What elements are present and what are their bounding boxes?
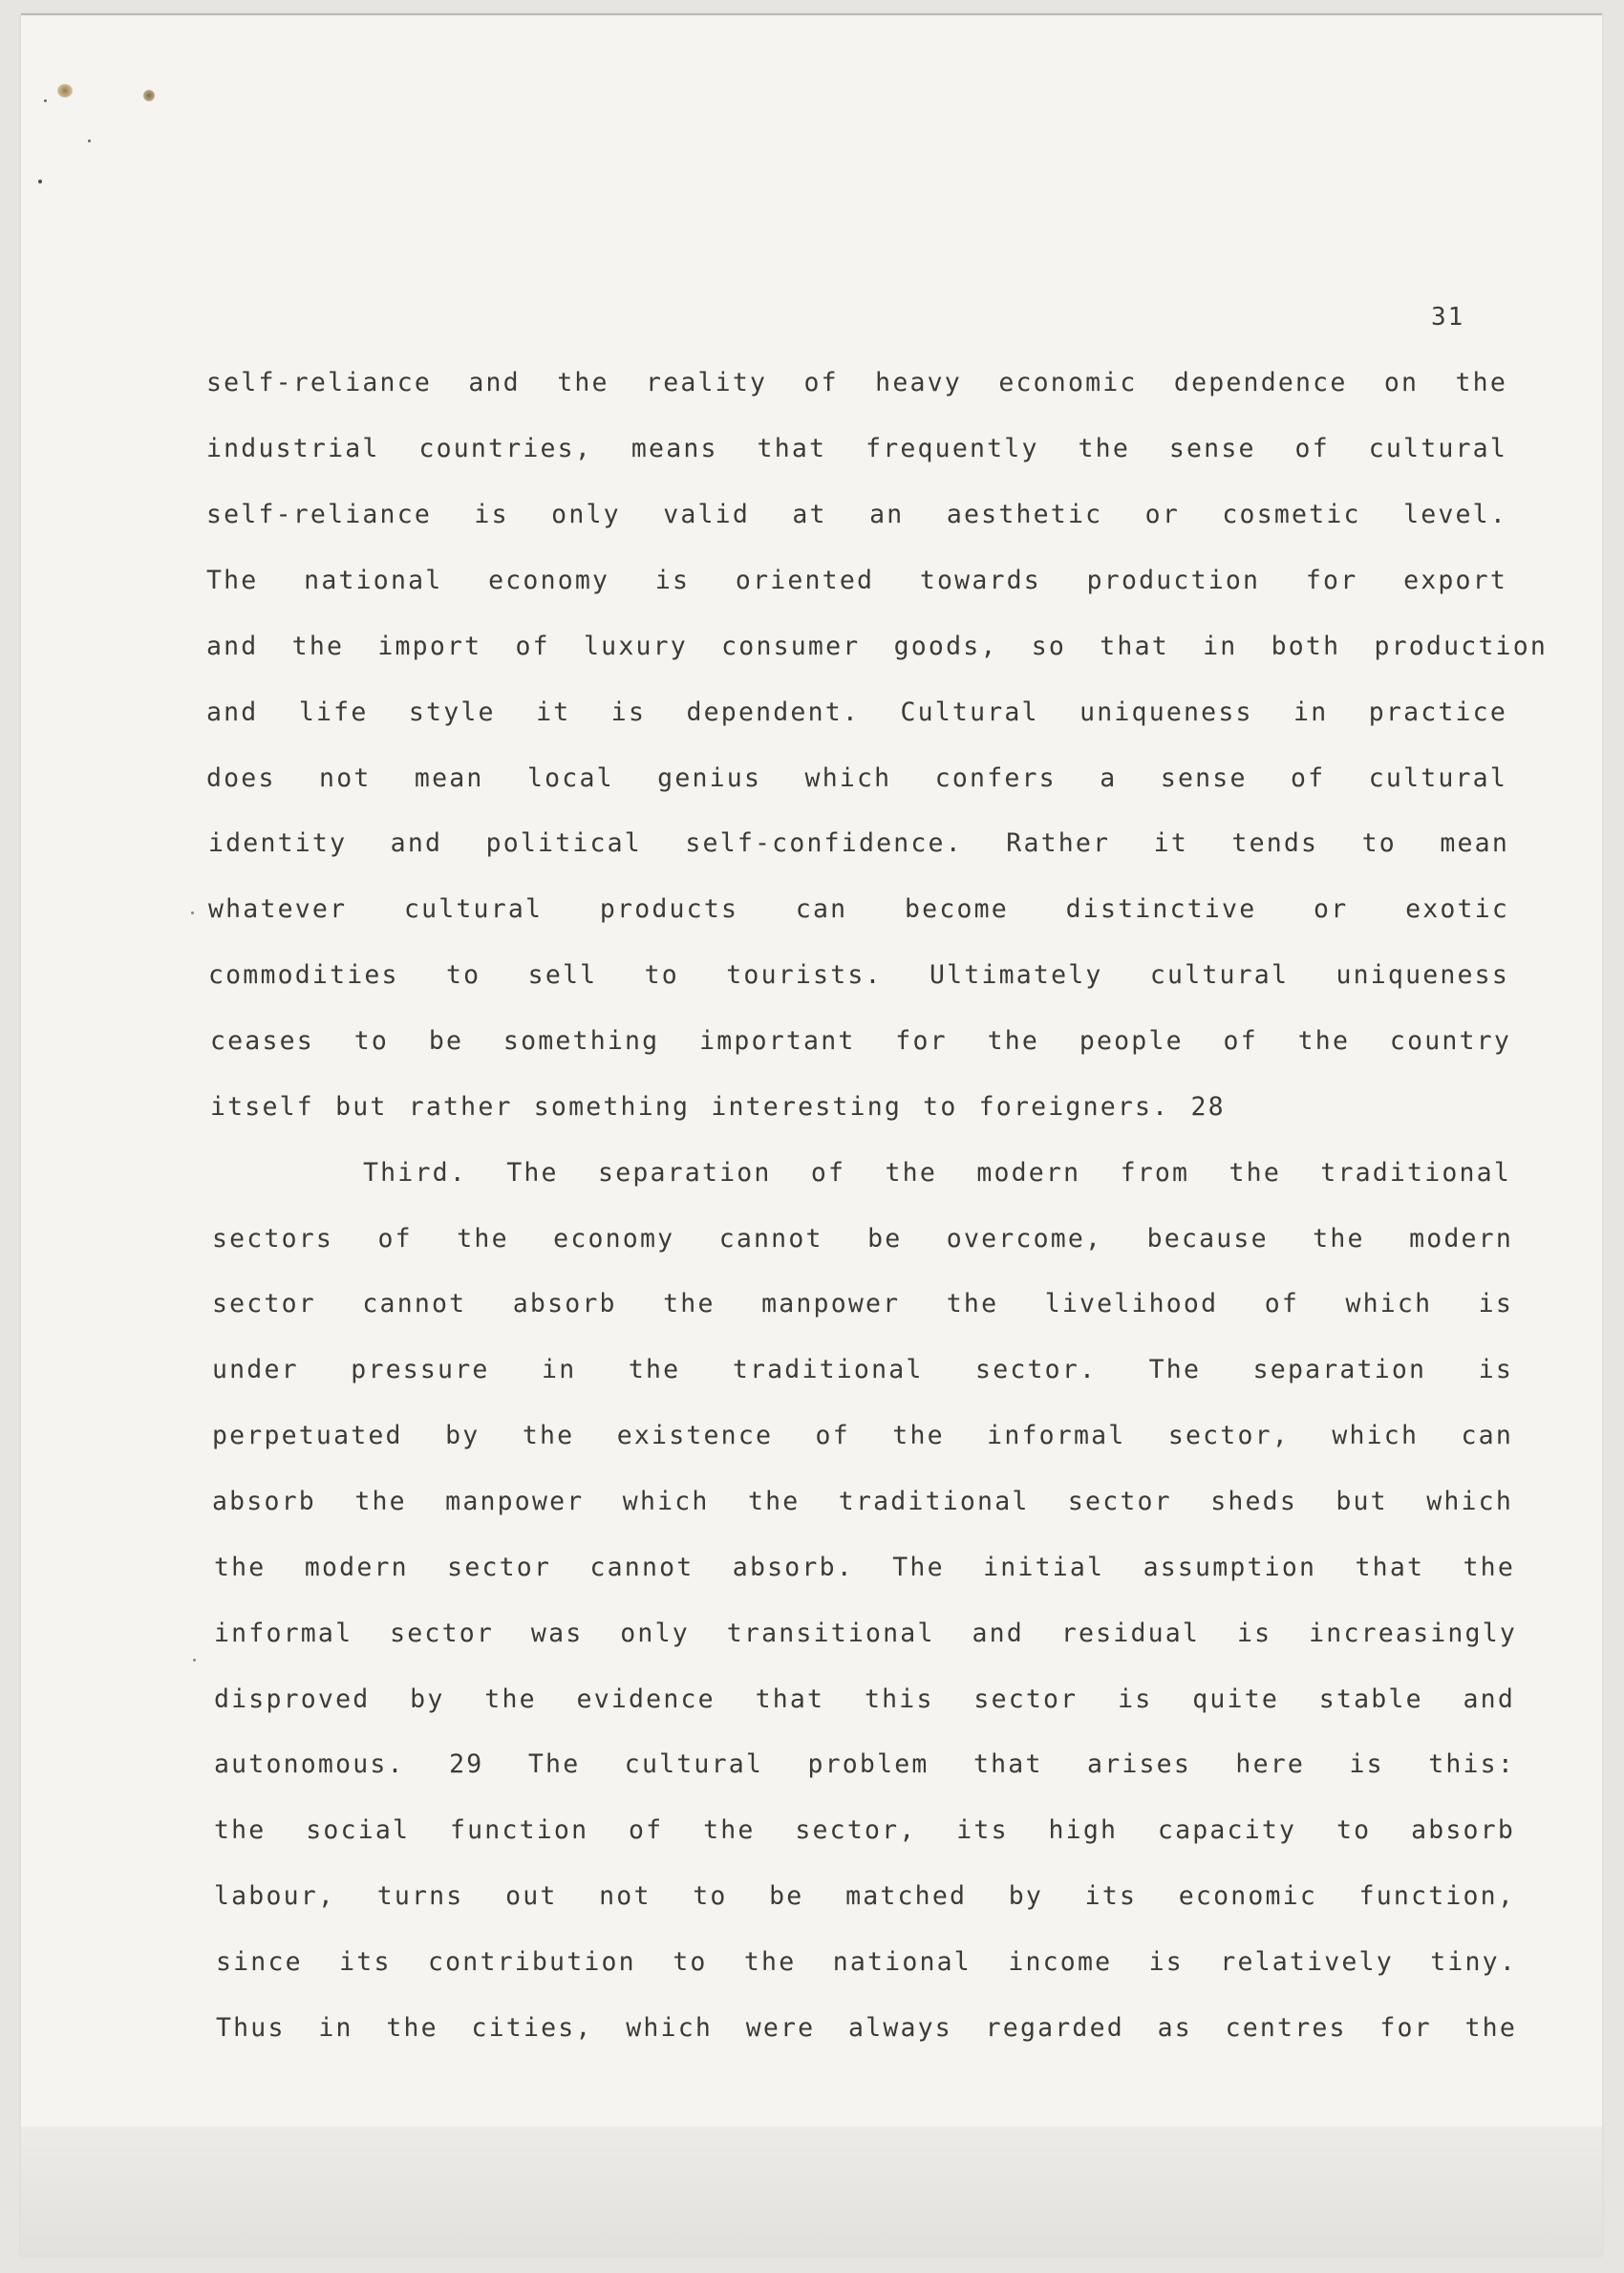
- text-line: the modern sector cannot absorb. The initial assumption that the: [214, 1553, 1515, 1582]
- text-line: self-reliance and the reality of heavy economic dependence on the: [206, 368, 1507, 397]
- text-line: The national economy is oriented towards production for export: [206, 566, 1507, 595]
- paragraph-start: Third. The separation of the modern from the traditional: [363, 1158, 1511, 1188]
- dust-speck: [191, 911, 194, 914]
- text-line: disproved by the evidence that this sector is quite stable and: [214, 1684, 1515, 1714]
- text-line: and the import of luxury consumer goods, so that in both production: [206, 632, 1548, 661]
- page-number: 31: [1431, 303, 1465, 332]
- text-line: self-reliance is only valid at an aesthetic or cosmetic level.: [206, 500, 1507, 529]
- text-line: perpetuated by the existence of the informal sector, which can: [212, 1421, 1513, 1450]
- text-line: absorb the manpower which the traditional sector sheds but which: [212, 1487, 1513, 1516]
- text-line: since its contribution to the national income is relatively tiny.: [216, 1947, 1517, 1977]
- scanned-page: [21, 13, 1602, 2256]
- dust-speck: [88, 139, 91, 142]
- foxing-stain: [143, 90, 155, 101]
- foxing-stain: [57, 84, 73, 97]
- text-line: sectors of the economy cannot be overcome, because the modern: [212, 1224, 1513, 1254]
- text-line: labour, turns out not to be matched by its economic function,: [214, 1881, 1515, 1911]
- text-line: industrial countries, means that frequently the sense of cultural: [206, 434, 1507, 463]
- text-line: under pressure in the traditional sector. The separation is: [212, 1355, 1513, 1384]
- text-line: informal sector was only transitional and residual is increasingly: [214, 1619, 1517, 1648]
- text-line: ceases to be something important for the people of the country: [210, 1026, 1511, 1056]
- text-line: sector cannot absorb the manpower the livelihood of which is: [212, 1289, 1513, 1319]
- text-line: does not mean local genius which confers a sense of cultural: [206, 763, 1507, 793]
- text-line: commodities to sell to tourists. Ultimately cultural uniqueness: [208, 960, 1509, 990]
- text-line: autonomous. 29 The cultural problem that arises here is this:: [214, 1749, 1515, 1779]
- text-line: and life style it is dependent. Cultural uniqueness in practice: [206, 697, 1507, 727]
- text-line: itself but rather something interesting to foreigners. 28: [210, 1092, 1226, 1122]
- text-line: whatever cultural products can become distinctive or exotic: [208, 894, 1509, 924]
- dust-speck: [44, 99, 47, 102]
- dust-speck: [193, 1659, 196, 1662]
- text-line: the social function of the sector, its high capacity to absorb: [214, 1815, 1515, 1845]
- scan-shadow: [21, 2127, 1602, 2256]
- dust-speck: [38, 180, 42, 183]
- text-line: identity and political self-confidence. Rather it tends to mean: [208, 828, 1509, 858]
- text-line: Thus in the cities, which were always regarded as centres for the: [216, 2013, 1517, 2043]
